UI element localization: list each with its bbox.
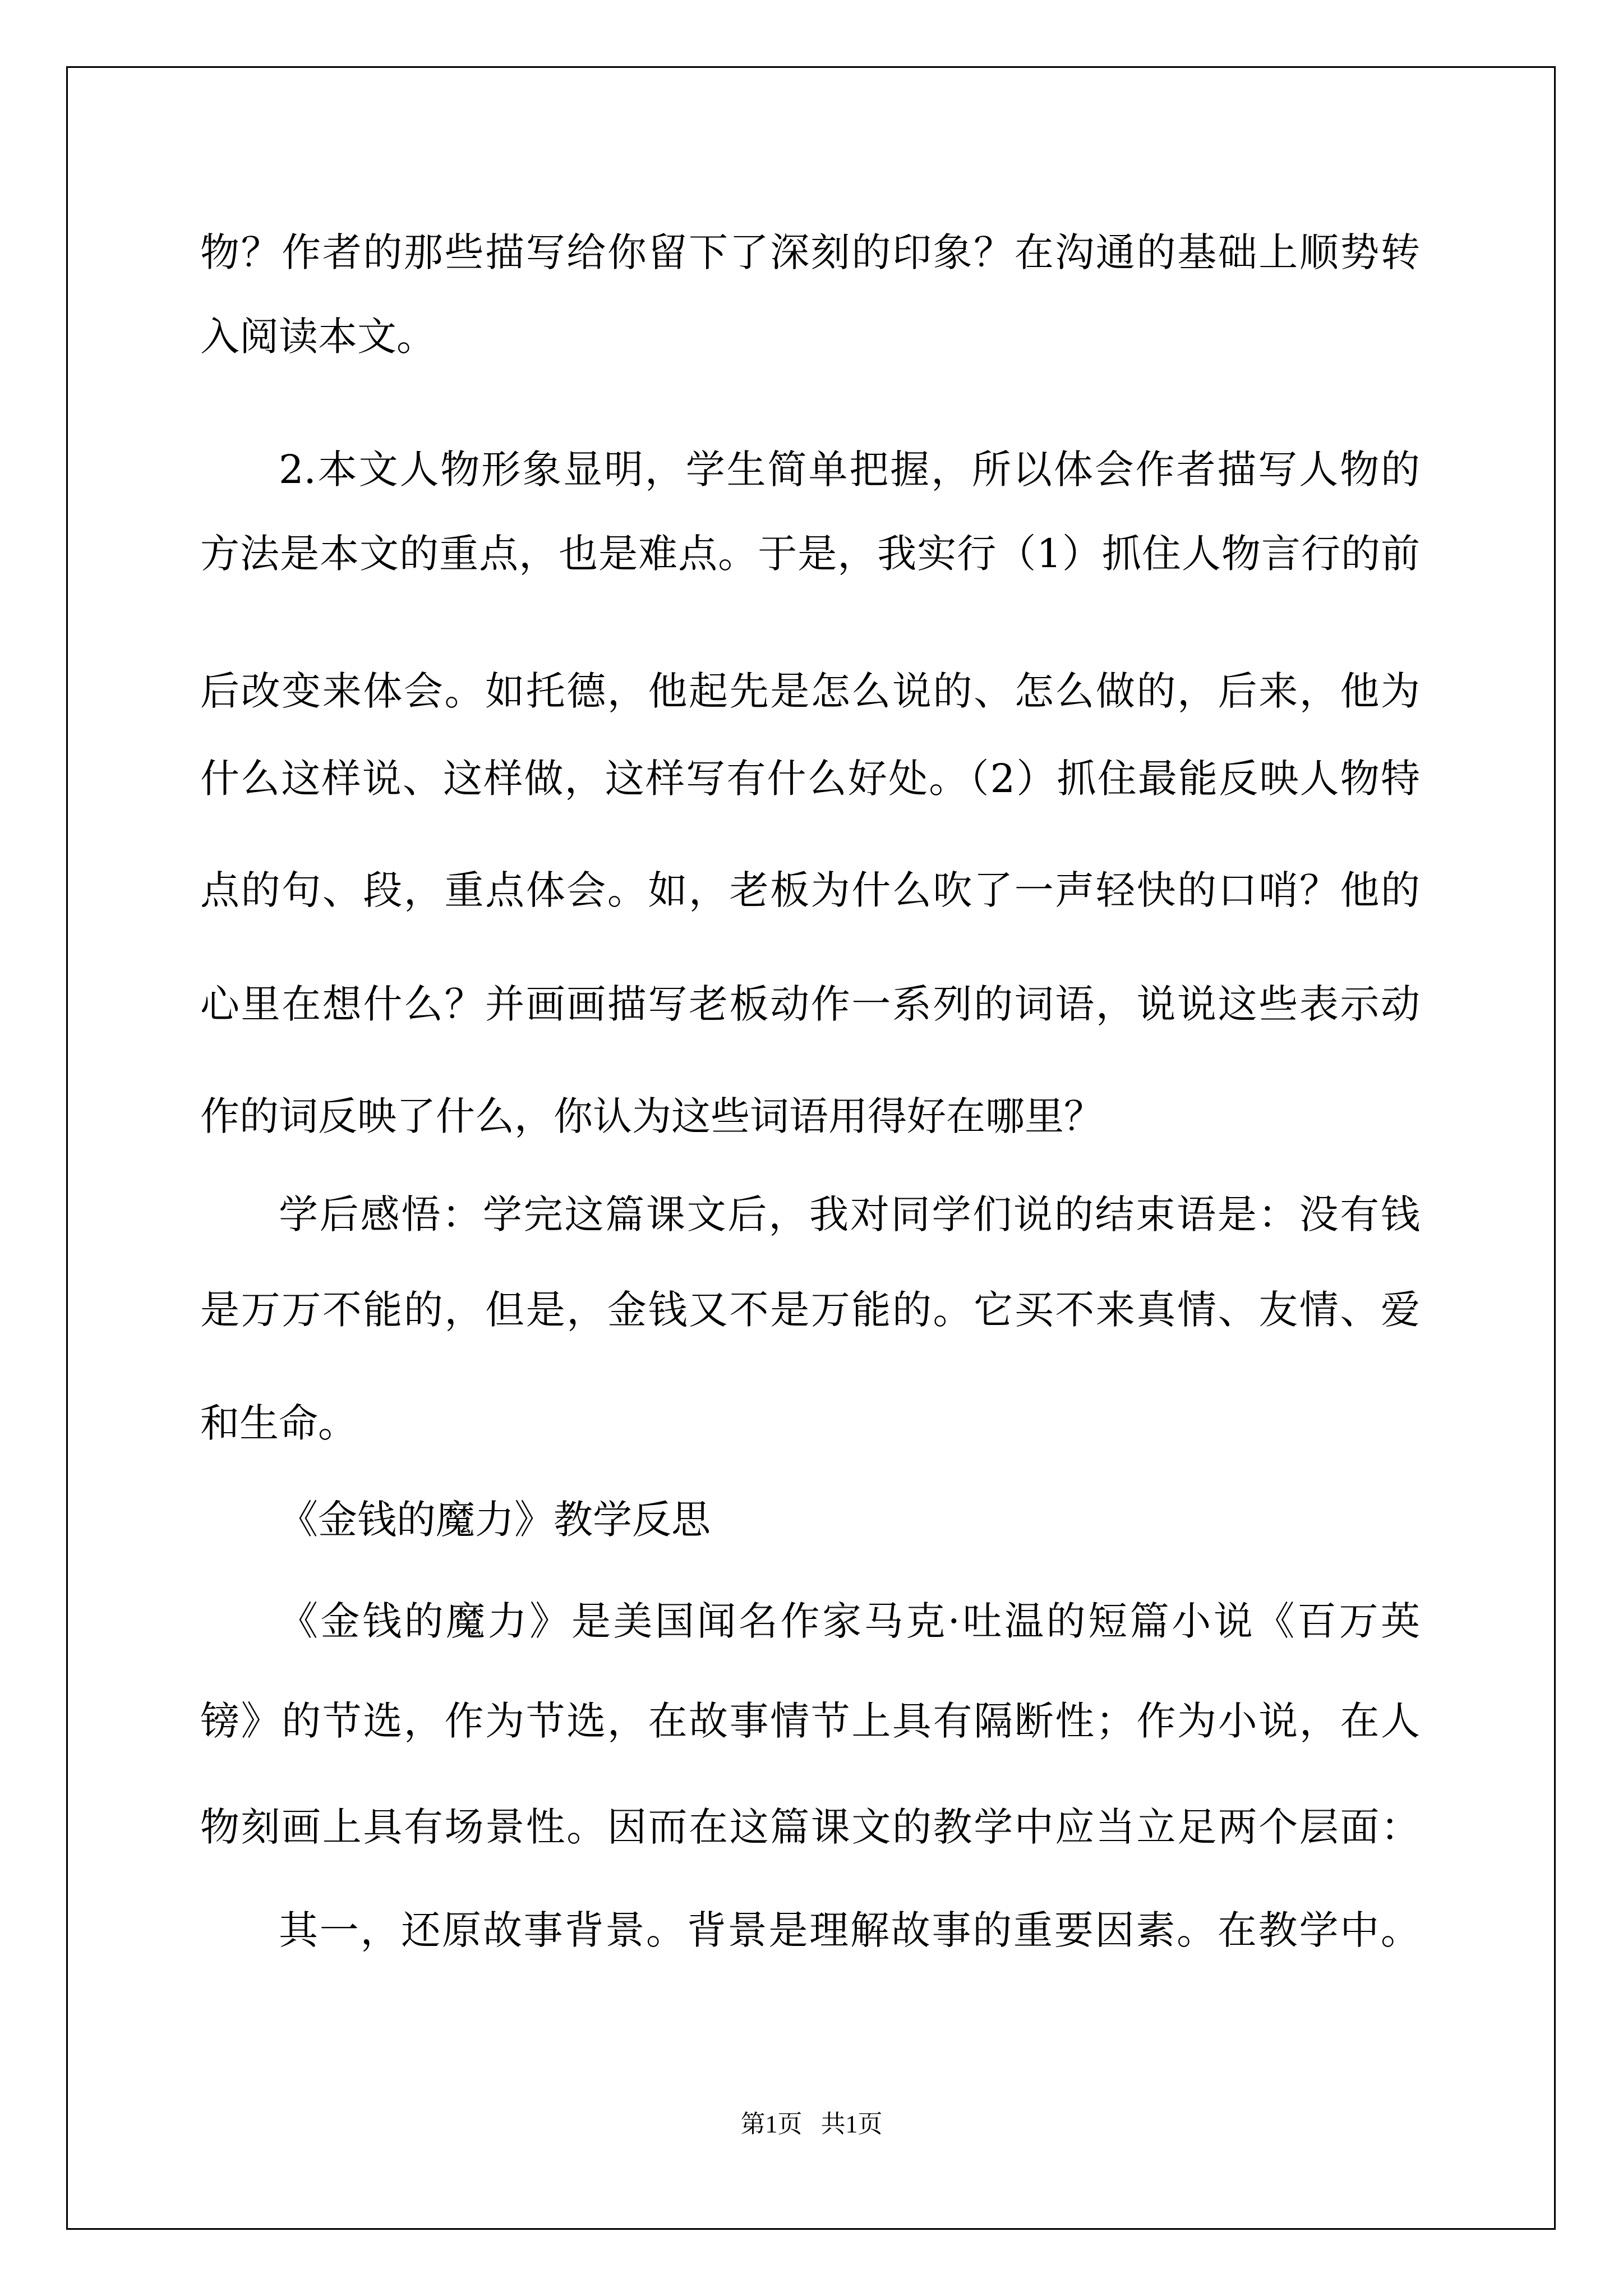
text-line: 物？作者的那些描写给你留下了深刻的印象？在沟通的基础上顺势转 [200,229,1420,275]
text-line: 学后感悟：学完这篇课文后，我对同学们说的结束语是：没有钱 [279,1191,1420,1237]
page-total: 共1页 [820,2110,883,2138]
section-heading: 《金钱的魔力》教学反思 [279,1497,711,1543]
text-line: 和生命。 [200,1400,357,1446]
text-line: 镑》的节选，作为节选，在故事情节上具有隔断性；作为小说，在人 [200,1698,1420,1744]
page-footer [0,2104,1623,2139]
text-line: 作的词反映了什么，你认为这些词语用得好在哪里？ [200,1093,1103,1139]
page-border [66,66,1556,2230]
text-line: 方法是本文的重点，也是难点。于是，我实行（1）抓住人物言行的前 [200,531,1420,577]
text-line: 后改变来体会。如托德，他起先是怎么说的、怎么做的，后来，他为 [200,668,1420,714]
text-line: 其一，还原故事背景。背景是理解故事的重要因素。在教学中。 [279,1907,1420,1953]
text-line: 什么这样说、这样做，这样写有什么好处。（2）抓住最能反映人物特 [200,756,1420,802]
page-number: 第1页 [740,2110,803,2138]
text-line: 是万万不能的，但是，金钱又不是万能的。它买不来真情、友情、爱 [200,1287,1420,1333]
text-line: 2.本文人物形象显明，学生简单把握，所以体会作者描写人物的 [279,447,1420,493]
text-line: 物刻画上具有场景性。因而在这篇课文的教学中应当立足两个层面： [200,1804,1420,1850]
text-line: 入阅读本文。 [200,314,436,360]
text-line: 心里在想什么？并画画描写老板动作一系列的词语，说说这些表示动 [200,981,1420,1027]
text-line: 点的句、段，重点体会。如，老板为什么吹了一声轻快的口哨？他的 [200,867,1420,913]
text-line: 《金钱的魔力》是美国闻名作家马克·吐温的短篇小说《百万英 [279,1598,1420,1644]
